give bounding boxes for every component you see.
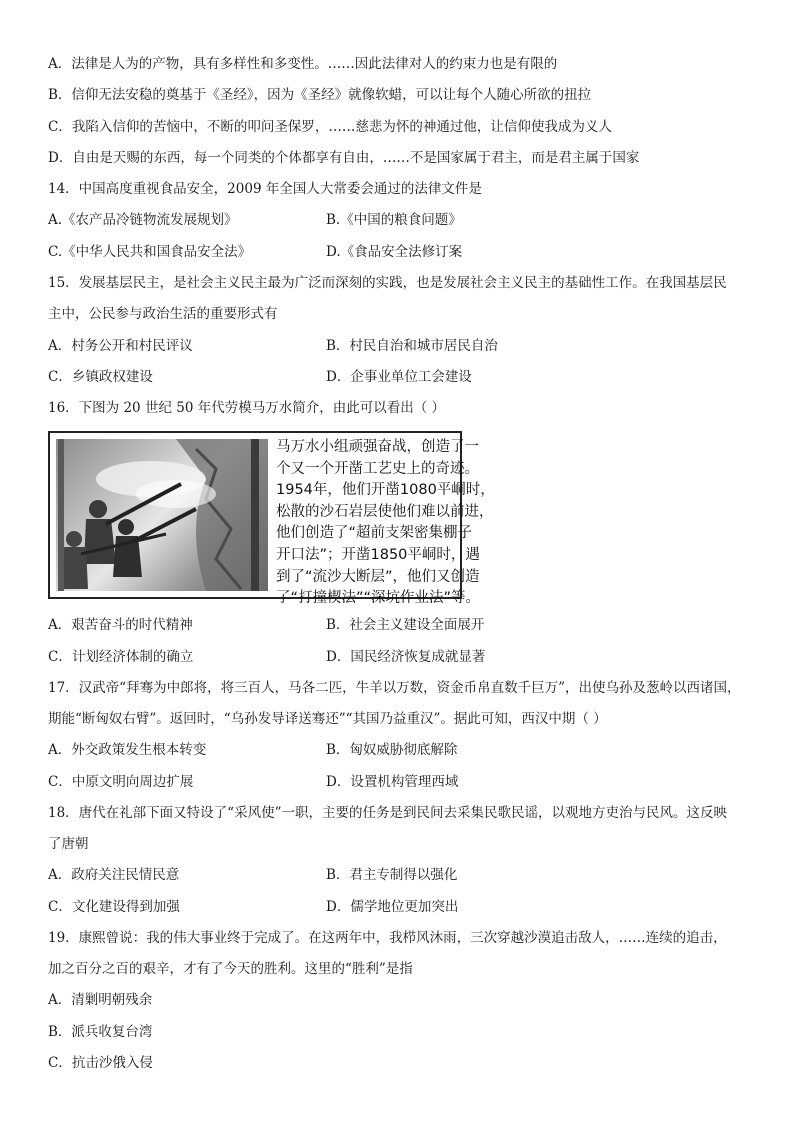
q14-option-c: C.《中华人民共和国食品安全法》: [48, 244, 252, 260]
q14-option-d: D.《食品安全法修订案: [326, 244, 463, 260]
caption-line: 1954年，他们开凿1080平峒时，: [276, 482, 495, 499]
caption-line: 到了“流沙大断层”，他们又创造: [276, 568, 480, 585]
caption-line: 了“打撞楔法”“深坑作业法”等。: [276, 590, 481, 607]
q19-option-c: C．抗击沙俄入侵: [48, 1055, 153, 1071]
q18-stem-line2: 了唐朝: [48, 836, 89, 852]
caption-line: 个又一个开凿工艺史上的奇迹。: [276, 460, 479, 477]
q17-stem-line1: 17．汉武帝“拜骞为中郎将，将三百人，马各二匹，牛羊以万数，资金币帛直数千巨万”，出使乌孙及葱岭以西诸国，: [48, 680, 741, 696]
q17-option-c: C．中原文明向周边扩展: [48, 774, 194, 790]
q16-figure: [48, 431, 495, 607]
q13-option-d: D．自由是天赐的东西，每一个同类的个体都享有自由，……不是国家属于君主，而是君主属于国家: [48, 150, 640, 166]
q18-option-a: A．政府关注民情民意: [48, 867, 180, 883]
q13-option-a: A．法律是人为的产物，具有多样性和多变性。……因此法律对人的约束力也是有限的: [48, 56, 558, 72]
q15-option-b: B．村民自治和城市居民自治: [326, 338, 498, 354]
q13-option-c: C．我陷入信仰的苦恼中，不断的叩问圣保罗，……慈悲为怀的神通过他，让信仰使我成为义人: [48, 119, 612, 135]
q19-stem-line1: 19．康熙曾说：我的伟大事业终于完成了。在这两年中，我栉风沐雨，三次穿越沙漠追击敌人，……连续的追击，: [48, 930, 727, 946]
q19-option-b: B．派兵收复台湾: [48, 1024, 153, 1040]
q16-option-b: B．社会主义建设全面展开: [326, 617, 485, 633]
q17-option-d: D．设置机构管理西域: [326, 774, 459, 790]
caption-line: 松散的沙石岩层使他们难以前进，: [276, 503, 494, 520]
q14-option-a: A.《农产品冷链物流发展规划》: [48, 212, 238, 228]
q19-stem-line2: 加之百分之百的艰辛，才有了今天的胜利。这里的“胜利”是指: [48, 961, 413, 977]
q19-option-a: A．清剿明朝残余: [48, 992, 153, 1008]
q17-option-a: A．外交政策发生根本转变: [48, 742, 207, 758]
q18-option-d: D．儒学地位更加突出: [326, 899, 459, 915]
q16-option-c: C．计划经济体制的确立: [48, 649, 194, 665]
q15-option-a: A．村务公开和村民评议: [48, 338, 193, 354]
q14-option-b: B.《中国的粮食问题》: [326, 212, 462, 228]
q16-stem: 16．下图为 20 世纪 50 年代劳模马万水简介，由此可以看出（ ）: [48, 400, 445, 416]
q16-option-d: D．国民经济恢复成就显著: [326, 649, 486, 665]
caption-line: 马万水小组顽强奋战，创造了一: [276, 439, 479, 455]
q18-stem-line1: 18．唐代在礼部下面又特设了“采风使”一职，主要的任务是到民间去采集民歌民谣，以观地方吏治与民风。这反映: [48, 805, 727, 821]
q15-option-d: D．企事业单位工会建设: [326, 369, 472, 385]
q17-stem-line2: 期能“断匈奴右臂”。返回时，“乌孙发导译送骞还”“其国乃益重汉”。据此可知，西汉中期（ ）: [48, 711, 607, 727]
caption-line: 开口法”；开凿1850平峒时，遇: [276, 546, 480, 563]
mining-workers-photo: [56, 439, 268, 591]
q13-option-b: B．信仰无法安稳的奠基于《圣经》，因为《圣经》就像软蜡，可以让每个人随心所欲的扭拉: [48, 87, 592, 103]
q15-option-c: C．乡镇政权建设: [48, 369, 153, 385]
q18-option-c: C．文化建设得到加强: [48, 899, 180, 915]
q14-stem: 14．中国高度重视食品安全，2009 年全国人大常委会通过的法律文件是: [48, 181, 482, 197]
q16-option-a: A．艰苦奋斗的时代精神: [48, 617, 193, 633]
q15-stem-line2: 主中，公民参与政治生活的重要形式有: [48, 306, 278, 322]
q17-option-b: B．匈奴威胁彻底解除: [326, 742, 458, 758]
q18-option-b: B．君主专制得以强化: [326, 867, 458, 883]
q16-caption: [276, 437, 495, 610]
caption-line: 他们创造了“超前支架密集棚子: [276, 525, 473, 542]
q15-stem-line1: 15．发展基层民主，是社会主义民主最为广泛而深刻的实践，也是发展社会主义民主的基础性工作。在我国基层民: [48, 275, 727, 291]
